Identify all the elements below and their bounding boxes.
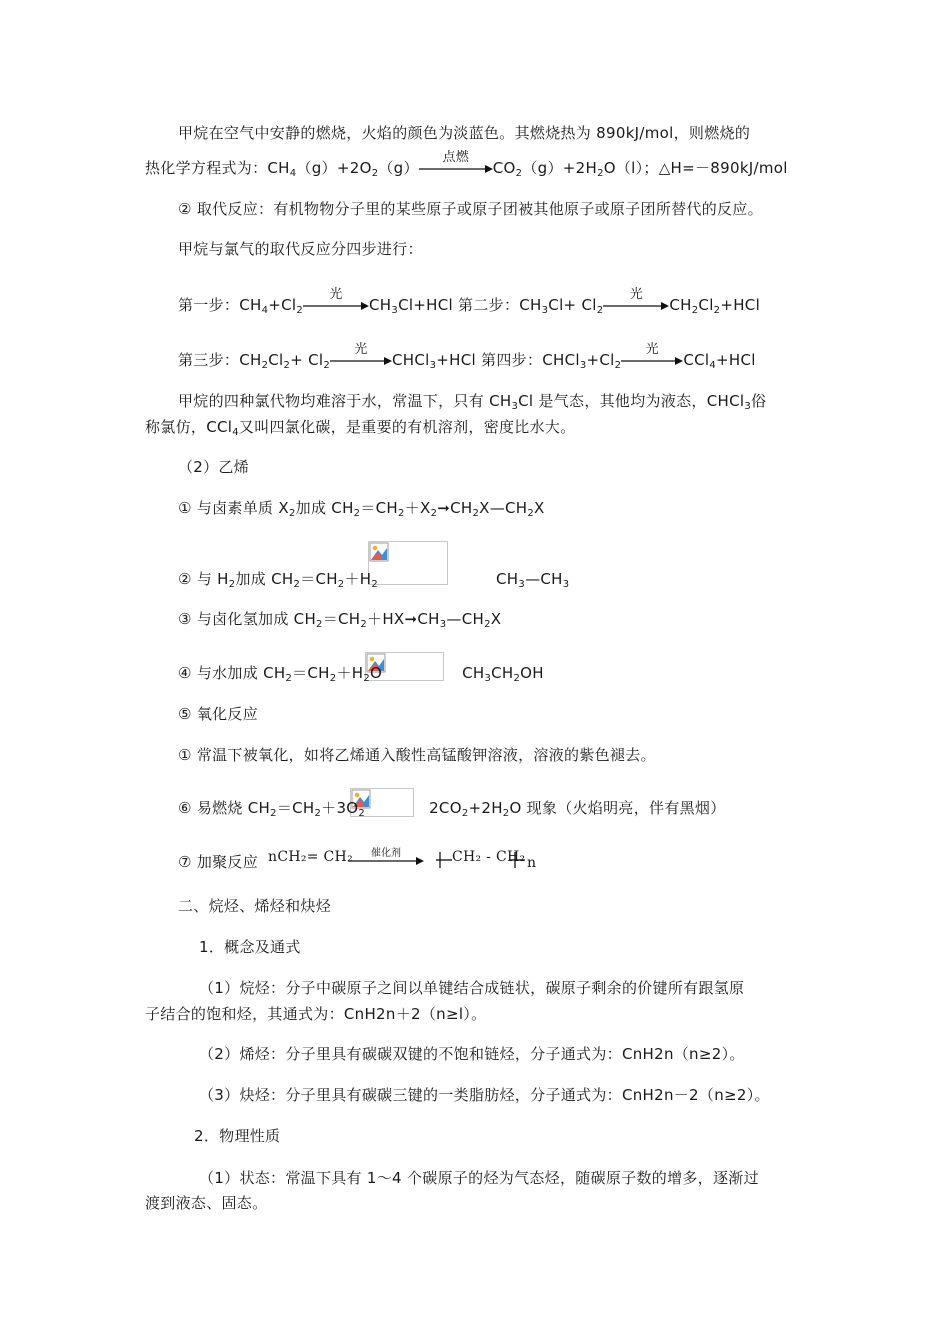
methane-combustion-line1: 甲烷在空气中安静的燃烧，火焰的颜色为淡蓝色。其燃烧热为 890kJ/mol，则燃烧的: [178, 124, 751, 142]
permanganate-oxidation: ① 常温下被氧化，如将乙烯通入酸性高锰酸钾溶液，溶液的紫色褪去。: [178, 746, 656, 764]
halogen-addition: ① 与卤素单质 $X_2$加成 $CH_2=CH_2+X_2➞CH_2X—CH_2X$: [178, 499, 545, 519]
polymer-repeat-unit: CH₂ - CH₂: [452, 849, 526, 865]
alkene-def: （2）烯烃：分子里具有碳碳双键的不饱和链烃，分子通式为：CnH2n（n≥2）。: [199, 1045, 745, 1063]
light-arrow-2: 光: [603, 301, 669, 311]
ignite-arrow: [419, 149, 493, 174]
state-line2: 渡到液态、固态。: [145, 1194, 268, 1212]
polymerization-equation: nCH₂= CH₂: [268, 849, 353, 865]
state-line1: （1）状态：常温下具有 1～4 个碳原子的烃为气态烃，随碳原子数的增多，逐渐过: [199, 1169, 759, 1187]
four-steps-intro: 甲烷与氯气的取代反应分四步进行：: [178, 240, 423, 258]
physical-properties-heading: 2．物理性质: [194, 1127, 281, 1145]
alkane-def-line2: 子结合的饱和烃，其通式为：CnH2n＋2（n≥l）。: [145, 1005, 487, 1023]
polymer-degree: n: [527, 855, 537, 871]
polymerization-label: ⑦ 加聚反应: [178, 853, 259, 871]
catalyst-label: 催化剂: [371, 848, 401, 859]
light-arrow-4: 光: [621, 356, 683, 366]
concept-heading: 1．概念及通式: [199, 938, 301, 956]
oxidation-heading: ⑤ 氧化反应: [178, 705, 259, 723]
methane-combustion-equation: 热化学方程式为：$CH_4(g)+2O_2(g)$ 点燃 $CO_2(g)+2H_2O(l)$；△H=－890kJ/mol: [145, 157, 788, 179]
light-arrow-1: 光: [303, 301, 369, 311]
alkyne-def: （3）炔烃：分子里具有碳碳三键的一类脂肪烃，分子通式为：CnH2n－2（n≥2）。: [199, 1086, 770, 1104]
substitution-steps-1-2: 第一步：$CH_4+Cl_2$ 光 $CH_3Cl+HCl$ 第二步：$CH_3Cl+ Cl_2$ 光 $CH_2Cl_2+HCl$: [178, 286, 761, 316]
image-icon: [369, 542, 389, 562]
light-arrow-3: 光: [330, 356, 392, 366]
ignite-label: 点燃: [442, 149, 470, 165]
section-2-heading: 二、烷烃、烯烃和炔烃: [178, 897, 332, 915]
substitution-definition: ② 取代反应：有机物物分子里的某些原子或原子团被其他原子或原子团所替代的反应。: [178, 200, 763, 218]
ethylene-combustion: ⑥ 易燃烧 $CH_2=CH_2+3O_2$ $2CO_2+2H_2O$ 现象（火焰明亮，伴有黑烟）: [178, 799, 726, 819]
hydrogen-halide-addition: ③ 与卤化氢加成 $CH_2=CH_2+HX➞CH_3—CH_2X$: [178, 610, 502, 630]
hydrogen-addition: ② 与 $H_2$加成 $CH_2=CH_2+H_2$ $CH_3—CH_3$: [178, 570, 570, 590]
ethylene-heading: （2）乙烯: [178, 458, 250, 476]
chloromethanes-line1: 甲烷的四种氯代物均难溶于水，常温下，只有 $CH_3Cl$ 是气态，其他均为液态，CHCl$_3$俗: [178, 392, 767, 412]
chloromethanes-line2: 称氯仿，CCl$_4$又叫四氯化碳，是重要的有机溶剂，密度比水大。: [145, 418, 576, 438]
catalyst-arrow: [348, 848, 424, 866]
water-addition: ④ 与水加成 $CH_2=CH_2+H_2O$ $CH_3CH_2OH$: [178, 664, 544, 684]
alkane-def-line1: （1）烷烃：分子中碳原子之间以单键结合成链状，碳原子剩余的价键所有跟氢原: [199, 979, 745, 997]
substitution-steps-3-4: 第三步：$CH_2Cl_2+ Cl_2$ 光 CHCl$_3$+HCl 第四步：$CHCl_3+Cl_2$ 光 CCl$_4$+HCl: [178, 341, 756, 371]
